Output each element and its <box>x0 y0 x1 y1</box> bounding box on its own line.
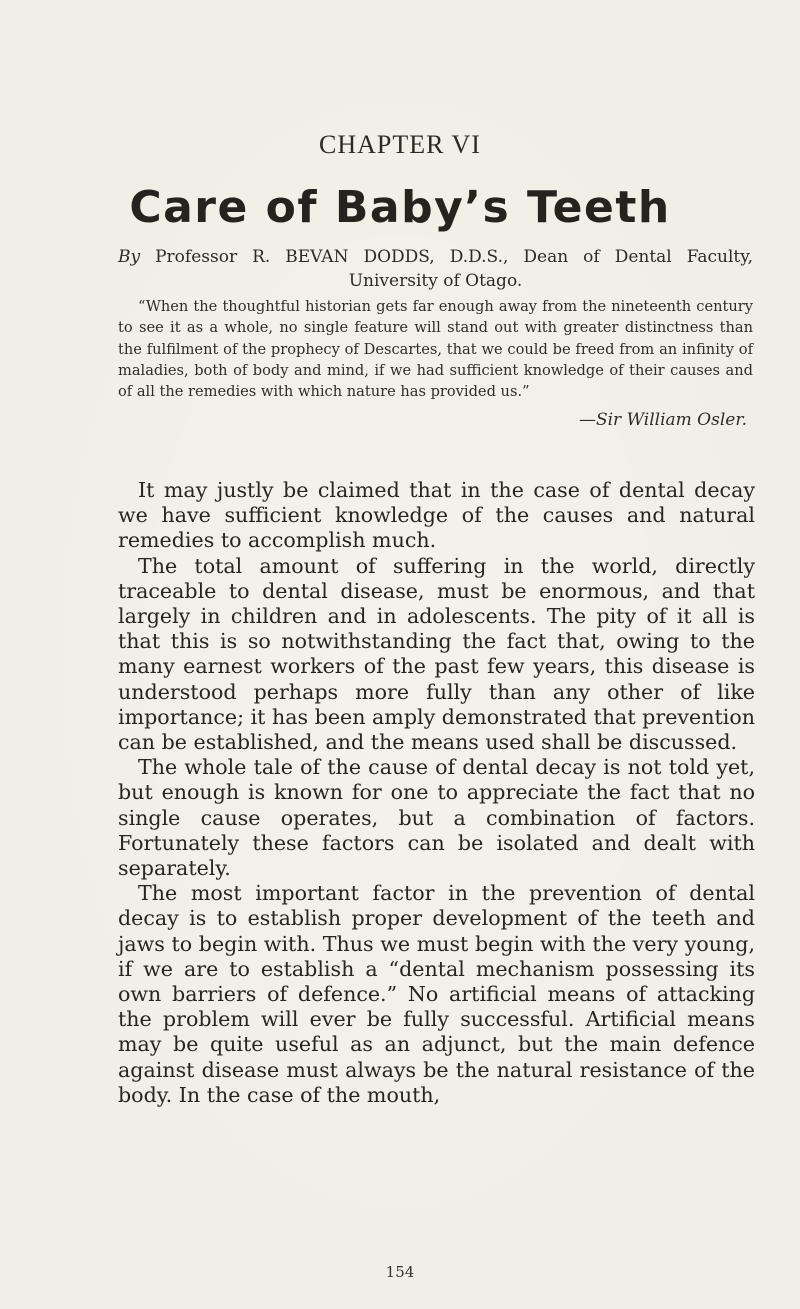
paragraph: The most important factor in the prevention of dental decay is to establish proper development of the teeth and jaws to begin with. Thus we must begin with the very young, if we are to establish a “dental mechanism possessing its own barriers of defence.” No artificial means of attacking the problem will ever be fully successful. Artificial means may be quite useful as an adjunct, but the main defence against disease must always be the natural resistance of the body. In the case of the mouth, <box>118 881 755 1107</box>
body-text <box>118 478 755 1108</box>
paragraph: The whole tale of the cause of dental decay is not told yet, but enough is known for one to appreciate the fact that no single cause operates, but a combination of factors. Fortunately these factors can be isolated and dealt with separately. <box>118 755 755 881</box>
paragraph: The total amount of suffering in the world, directly traceable to dental disease, must be enormous, and that largely in children and in adolescents. The pity of it all is that this is so notwithstanding the fact that, owing to the many earnest workers of the past few years, this disease is understood perhaps more fully than any other of like importance; it has been amply demonstrated that prevention can be established, and the means used shall be discussed. <box>118 553 755 755</box>
paragraph: It may justly be claimed that in the case of dental decay we have sufficient knowledge of the causes and natural remedies to accomplish much. <box>118 478 755 553</box>
chapter-label: CHAPTER VI <box>319 130 481 159</box>
epigraph <box>118 296 753 430</box>
epigraph-attribution: —Sir William Osler. <box>578 410 747 430</box>
author-byline <box>118 245 753 293</box>
page-number: 154 <box>385 1263 415 1281</box>
byline-prefix: By <box>118 247 141 267</box>
byline-text: Professor R. BEVAN DODDS, D.D.S., Dean of Dental Faculty, University of Otago. <box>155 247 754 291</box>
epigraph-quote: “When the thoughtful historian gets far enough away from the nineteenth century to see it as a whole, no single feature will stand out with greater distinctness than the fulfilment of the prophecy of Descartes, that we could be freed from an infinity of maladies, both of body and mind, if we had sufficient knowledge of their causes and of all the remedies with which nature has provided us.” <box>118 298 753 401</box>
chapter-title: Care of Baby’s Teeth <box>129 182 671 233</box>
